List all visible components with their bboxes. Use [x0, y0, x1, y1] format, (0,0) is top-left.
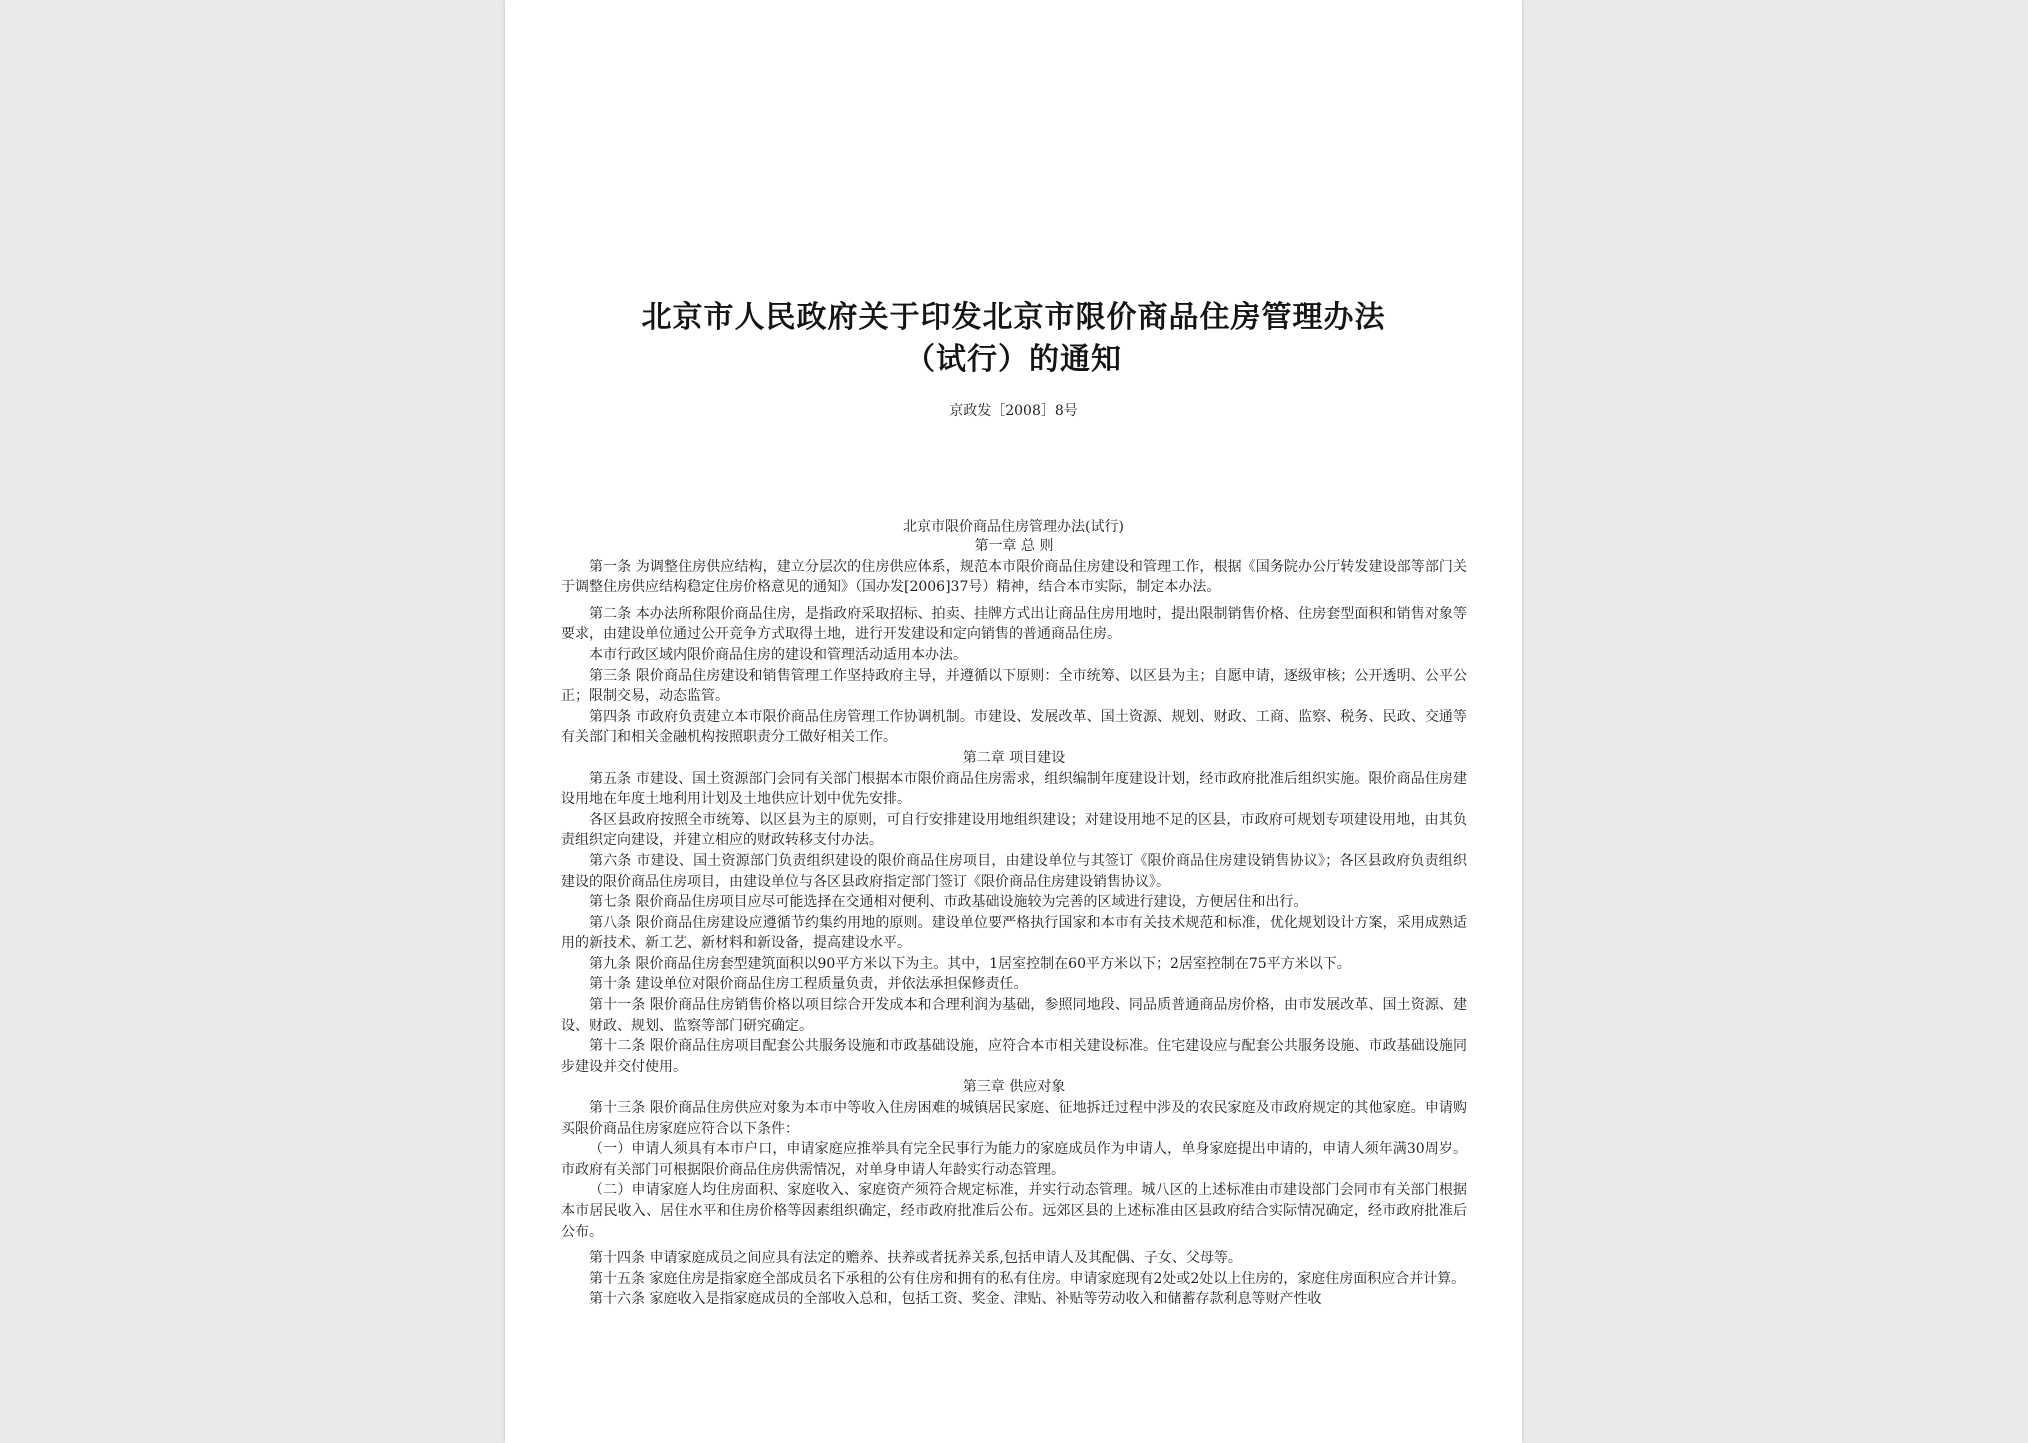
article-paragraph: 第十四条 申请家庭成员之间应具有法定的赡养、扶养或者抚养关系,包括申请人及其配偶、子女、父母等。	[589, 1250, 1242, 1267]
article-paragraph: 本市行政区域内限价商品住房的建设和管理活动适用本办法。	[589, 646, 967, 663]
article-paragraph: 第十二条 限价商品住房项目配套公共服务设施和市政基础设施，应符合本市相关建设标准。住宅建设应与配套公共服务设施、市政基础设施同步建设并交付使用。	[561, 1038, 1467, 1075]
chapter-heading: 第二章 项目建设	[962, 749, 1066, 766]
article-paragraph: 第九条 限价商品住房套型建筑面积以90平方米以下为主。其中，1居室控制在60平方米以下；2居室控制在75平方米以下。	[589, 955, 1351, 972]
document-number: 京政发［2008］8号	[949, 403, 1078, 419]
article-paragraph: 第八条 限价商品住房建设应遵循节约集约用地的原则。建设单位要严格执行国家和本市有关技术规范和标准，优化规划设计方案，采用成熟适用的新技术、新工艺、新材料和新设备，提高建设水平。	[561, 914, 1467, 952]
document-body	[561, 536, 1467, 1310]
article-paragraph: （二）申请家庭人均住房面积、家庭收入、家庭资产须符合规定标准，并实行动态管理。城八区的上述标准由市建设部门会同市有关部门根据本市居民收入、居住水平和住房价格等因素组织确定，经市政府批准后公布。远郊区县的上述标准由区县政府结合实际情况确定，经市政府批准后公布。	[561, 1182, 1467, 1240]
article-paragraph: 第四条 市政府负责建立本市限价商品住房管理工作协调机制。市建设、发展改革、国土资源、规划、财政、工商、监察、税务、民政、交通等有关部门和相关金融机构按照职责分工做好相关工作。	[561, 708, 1467, 746]
article-paragraph: （一）申请人须具有本市户口，申请家庭应推举具有完全民事行为能力的家庭成员作为申请人，单身家庭提出申请的，申请人须年满30周岁。市政府有关部门可根据限价商品住房供需情况，对单身申请人年龄实行动态管理。	[561, 1141, 1467, 1178]
article-paragraph: 第十五条 家庭住房是指家庭全部成员名下承租的公有住房和拥有的私有住房。申请家庭现有2处或2处以上住房的，家庭住房面积应合并计算。	[589, 1270, 1466, 1287]
article-paragraph: 第七条 限价商品住房项目应尽可能选择在交通相对便利、市政基础设施较为完善的区域进行建设，方便居住和出行。	[589, 894, 1308, 911]
article-paragraph: 第十六条 家庭收入是指家庭成员的全部收入总和，包括工资、奖金、津贴、补贴等劳动收入和储蓄存款利息等财产性收	[589, 1291, 1322, 1308]
article-paragraph: 第五条 市建设、国土资源部门会同有关部门根据本市限价商品住房需求，组织编制年度建设计划，经市政府批准后组织实施。限价商品住房建设用地在年度土地利用计划及土地供应计划中优先安排。	[561, 770, 1467, 808]
article-paragraph: 第十一条 限价商品住房销售价格以项目综合开发成本和合理利润为基础，参照同地段、同品质普通商品房价格，由市发展改革、国土资源、建设、财政、规划、监察等部门研究确定。	[561, 997, 1467, 1034]
article-paragraph: 第三条 限价商品住房建设和销售管理工作坚持政府主导，并遵循以下原则：全市统筹、以区县为主；自愿申请，逐级审核；公开透明、公平公正；限制交易，动态监管。	[561, 667, 1467, 705]
chapter-heading: 第一章 总 则	[974, 538, 1054, 554]
article-paragraph: 第六条 市建设、国土资源部门负责组织建设的限价商品住房项目，由建设单位与其签订《限价商品住房建设销售协议》；各区县政府负责组织建设的限价商品住房项目，由建设单位与各区县政府指定部门签订《限价商品住房建设销售协议》。	[561, 852, 1467, 890]
article-paragraph: 第十三条 限价商品住房供应对象为本市中等收入住房困难的城镇居民家庭、征地拆迁过程中涉及的农民家庭及市政府规定的其他家庭。申请购买限价商品住房家庭应符合以下条件：	[561, 1100, 1467, 1137]
article-paragraph: 第十条 建设单位对限价商品住房工程质量负责，并依法承担保修责任。	[589, 976, 1028, 993]
article-paragraph: 各区县政府按照全市统筹、以区县为主的原则，可自行安排建设用地组织建设；对建设用地不足的区县，市政府可规划专项建设用地，由其负责组织定向建设，并建立相应的财政转移支付办法。	[561, 811, 1467, 849]
chapter-heading: 第三章 供应对象	[962, 1079, 1066, 1096]
document-title-line2: （试行）的通知	[905, 342, 1122, 377]
regulation-title: 北京市限价商品住房管理办法(试行)	[903, 519, 1124, 535]
document-page	[505, 0, 1522, 1443]
article-paragraph: 第二条 本办法所称限价商品住房，是指政府采取招标、拍卖、挂牌方式出让商品住房用地时，提出限制销售价格、住房套型面积和销售对象等要求，由建设单位通过公开竞争方式取得土地，进行开发建设和定向销售的普通商品住房。	[561, 605, 1467, 643]
document-title-line1: 北京市人民政府关于印发北京市限价商品住房管理办法	[641, 300, 1386, 335]
article-paragraph: 第一条 为调整住房供应结构，建立分层次的住房供应体系，规范本市限价商品住房建设和管理工作，根据《国务院办公厅转发建设部等部门关于调整住房供应结构稳定住房价格意见的通知》（国办发[2006]37号）精神，结合本市实际，制定本办法。	[561, 558, 1467, 596]
